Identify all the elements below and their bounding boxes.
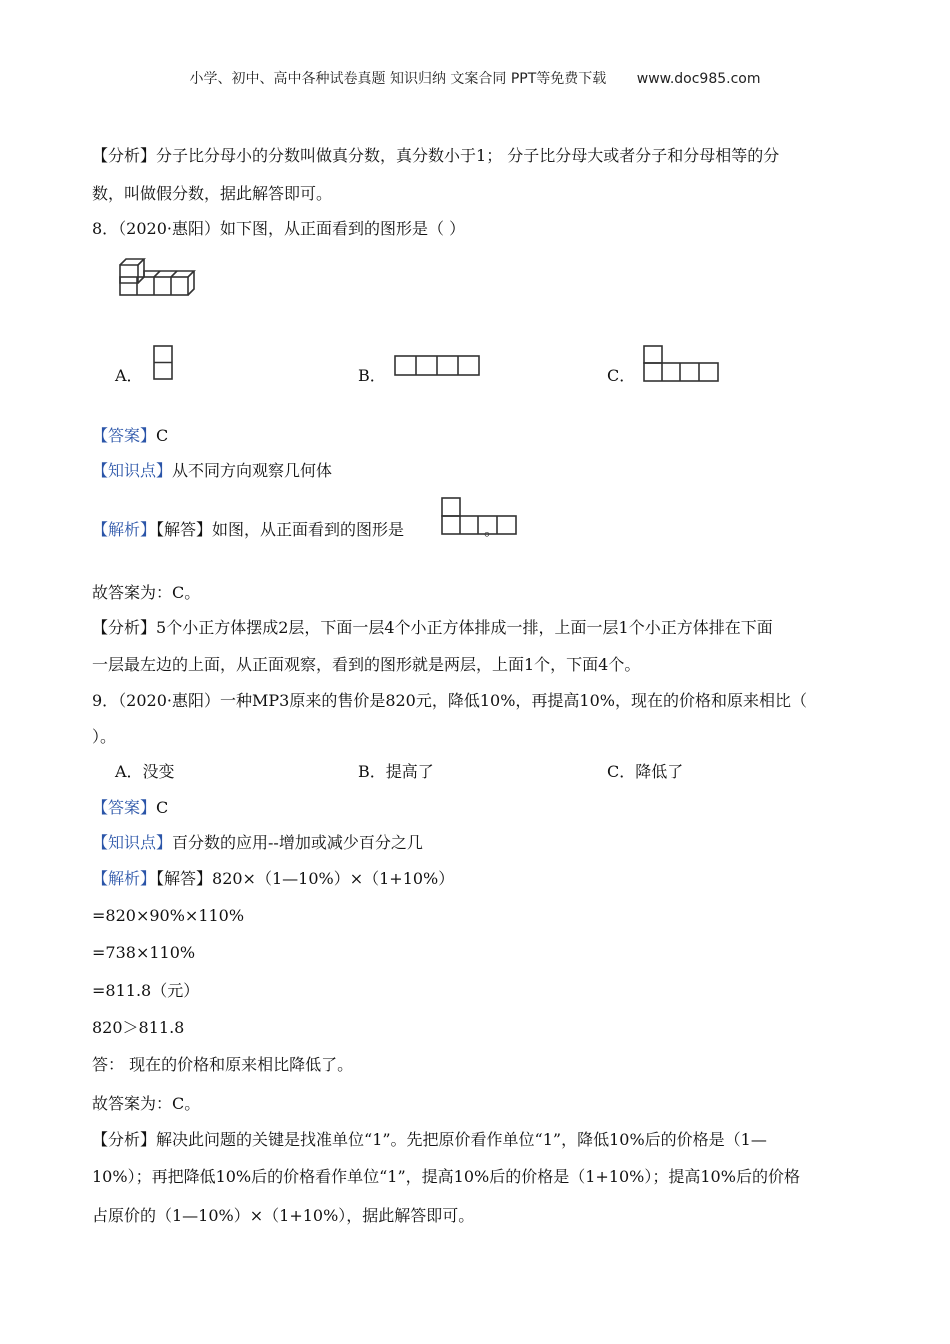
q8-3d-cube-figure: [118, 255, 198, 299]
header-text: 小学、初中、高中各种试卷真题 知识归纳 文案合同 PPT等免费下载: [189, 71, 607, 87]
q9-option-b[interactable]: B．提高了: [358, 762, 434, 781]
q8-option-b[interactable]: B．: [358, 366, 386, 385]
q9-step-1: =820×90%×110%: [92, 906, 245, 925]
q8-option-a-figure: [153, 345, 175, 381]
knowledge-tag: 【知识点】: [92, 833, 173, 852]
prev-analysis-line1: [92, 145, 779, 167]
q9-option-a[interactable]: A．没变: [115, 762, 175, 781]
prev-analysis-line2: 数，叫做假分数，据此解答即可。: [92, 184, 333, 203]
knowledge-tag: 【知识点】: [92, 461, 173, 480]
q8-knowledge-point: [92, 460, 332, 482]
q9-solution: [92, 868, 454, 890]
solution-suffix: 。: [484, 520, 501, 539]
analysis-tag: 【分析】: [92, 1130, 157, 1149]
header-site[interactable]: www.doc985.com: [636, 71, 761, 87]
answer-tag: 【答案】: [92, 798, 157, 817]
page-header: [0, 68, 950, 88]
q8-answer: [92, 425, 168, 447]
q9-stem-line1: 9．（2020·惠阳）一种MP3原来的售价是820元，降低10%，再提高10%，现在的价格和原来相比（: [92, 691, 807, 710]
q8-conclusion: 故答案为：C。: [92, 583, 201, 602]
q8-option-a[interactable]: A．: [115, 366, 143, 385]
q8-stem: 8．（2020·惠阳）如下图，从正面看到的图形是（ ）: [92, 219, 466, 238]
analysis-tag: 【分析】: [92, 146, 157, 165]
answer-value: C: [156, 426, 169, 445]
q9-step-3: =811.8（元）: [92, 981, 200, 1000]
solution-text: 【解答】如图，从正面看到的图形是: [156, 520, 405, 539]
analysis-text: 解决此问题的关键是找准单位“1”。先把原价看作单位“1”，降低10%后的价格是（1—: [156, 1130, 767, 1149]
answer-tag: 【答案】: [92, 426, 157, 445]
solution-expression: 【解答】820×（1—10%）×（1+10%）: [156, 869, 455, 888]
analysis-text: 5个小正方体摆成2层，下面一层4个小正方体排成一排，上面一层1个小正方体排在下面: [156, 618, 773, 637]
q9-analysis-line2: 10%）；再把降低10%后的价格看作单位“1”，提高10%后的价格是（1+10%）；提高10%后的价格: [92, 1167, 800, 1186]
q9-option-c[interactable]: C．降低了: [607, 762, 684, 781]
knowledge-text: 百分数的应用--增加或减少百分之几: [172, 833, 423, 852]
answer-value: C: [156, 798, 169, 817]
q9-step-2: =738×110%: [92, 943, 196, 962]
knowledge-text: 从不同方向观察几何体: [172, 461, 333, 480]
q9-answer: [92, 797, 168, 819]
q9-knowledge-point: [92, 832, 423, 854]
analysis-tag: 【分析】: [92, 618, 157, 637]
q8-analysis-line2: 一层最左边的上面，从正面观察，看到的图形就是两层，上面1个，下面4个。: [92, 655, 641, 674]
q9-reply: 答： 现在的价格和原来相比降低了。: [92, 1055, 354, 1074]
solution-tag: 【解析】: [92, 869, 157, 888]
q9-stem-line2: ）。: [92, 727, 117, 746]
q8-option-b-figure: [394, 355, 482, 377]
q8-solution-figure: [441, 497, 519, 537]
q8-solution: [92, 519, 500, 541]
q8-option-c[interactable]: C．: [607, 366, 636, 385]
q9-conclusion: 故答案为：C。: [92, 1094, 201, 1113]
q8-analysis-line1: [92, 617, 773, 639]
q9-analysis-line3: 占原价的（1—10%）×（1+10%），据此解答即可。: [92, 1206, 475, 1225]
q9-step-4: 820＞811.8: [92, 1018, 185, 1037]
q8-option-c-figure: [643, 345, 721, 383]
solution-tag: 【解析】: [92, 520, 157, 539]
analysis-text: 分子比分母小的分数叫做真分数，真分数小于1； 分子比分母大或者分子和分母相等的分: [156, 146, 780, 165]
q9-analysis-line1: [92, 1129, 767, 1151]
